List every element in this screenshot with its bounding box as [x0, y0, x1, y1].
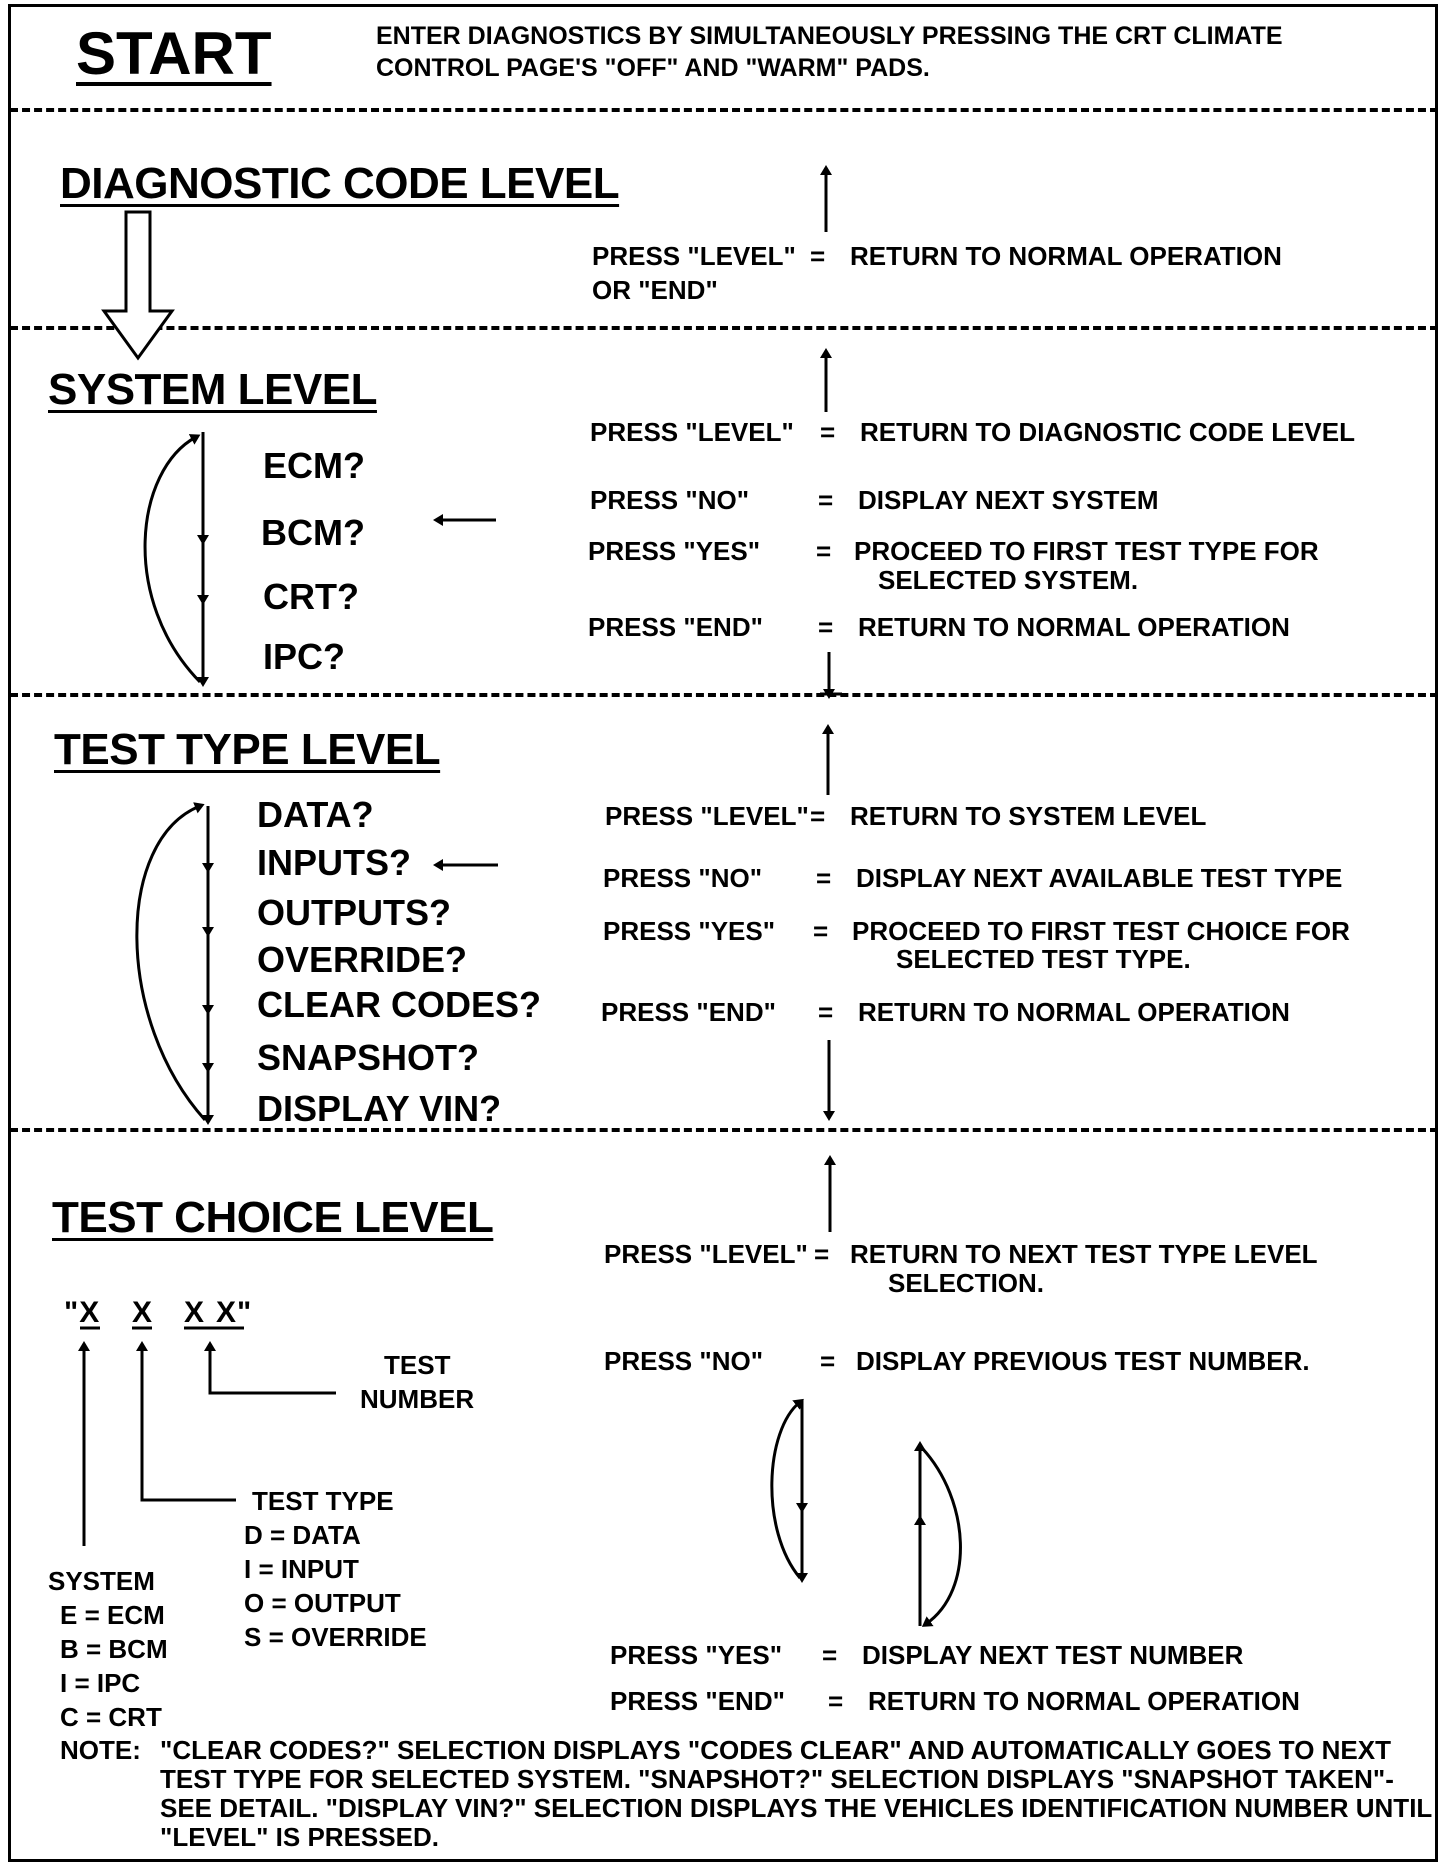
code-char-test-number-1: X — [184, 1296, 206, 1329]
test-type-item-data: DATA? — [257, 794, 374, 835]
action-press: PRESS "NO" — [590, 485, 750, 515]
test-number-label-line1: TEST — [384, 1350, 451, 1380]
action-equals: = — [813, 916, 829, 946]
code-char-test-number-2: X" — [216, 1296, 253, 1329]
system-legend-entry: I = IPC — [60, 1668, 141, 1698]
action-equals: = — [822, 1640, 838, 1670]
system-item-ipc: IPC? — [263, 636, 346, 677]
test-type-item-override: OVERRIDE? — [257, 939, 468, 980]
action-result: DISPLAY PREVIOUS TEST NUMBER. — [856, 1346, 1310, 1376]
test-type-level-title: TEST TYPE LEVEL — [54, 725, 441, 774]
action-press: PRESS "YES" — [610, 1640, 783, 1670]
action-press: PRESS "END" — [601, 997, 776, 1027]
test-choice-level-title: TEST CHOICE LEVEL — [52, 1193, 494, 1242]
action-result: RETURN TO DIAGNOSTIC CODE LEVEL — [860, 417, 1355, 447]
hollow-down-arrow-icon — [104, 212, 172, 358]
previous-test-curve — [772, 1402, 800, 1578]
test-type-legend-entry: I = INPUT — [244, 1554, 359, 1584]
diagnostic-code-level-title: DIAGNOSTIC CODE LEVEL — [60, 159, 620, 208]
action-equals: = — [810, 241, 826, 271]
code-char-test-type: X — [132, 1296, 154, 1329]
action-result: RETURN TO NORMAL OPERATION — [858, 997, 1290, 1027]
action-equals: = — [814, 1239, 830, 1269]
action-press: PRESS "END" — [588, 612, 763, 642]
test-type-legend-entry: S = OVERRIDE — [244, 1622, 427, 1652]
cycle-return-curve — [137, 806, 205, 1120]
test-type-item-outputs: OUTPUTS? — [257, 892, 451, 933]
action-press: PRESS "LEVEL" — [604, 1239, 808, 1269]
action-result: RETURN TO NORMAL OPERATION — [858, 612, 1290, 642]
test-number-label-line2: NUMBER — [360, 1384, 475, 1414]
action-result: PROCEED TO FIRST TEST CHOICE FOR — [852, 916, 1350, 946]
action-press: PRESS "LEVEL" — [605, 801, 809, 831]
next-test-curve — [922, 1448, 960, 1624]
action-result-continued: SELECTED SYSTEM. — [878, 565, 1139, 595]
note-label: NOTE: — [60, 1735, 141, 1765]
action-press: PRESS "LEVEL" — [590, 417, 794, 447]
code-char-system: "X — [64, 1296, 101, 1329]
action-press: PRESS "LEVEL" — [592, 241, 796, 271]
system-item-ecm: ECM? — [263, 445, 365, 486]
test-type-item-inputs: INPUTS? — [257, 842, 412, 883]
action-press: PRESS "NO" — [604, 1346, 764, 1376]
system-level-title: SYSTEM LEVEL — [48, 365, 377, 414]
action-result-continued: SELECTION. — [888, 1268, 1045, 1298]
system-legend-title: SYSTEM — [48, 1566, 155, 1596]
action-result: DISPLAY NEXT AVAILABLE TEST TYPE — [856, 863, 1343, 893]
action-press-alt: OR "END" — [592, 275, 718, 305]
action-result: RETURN TO SYSTEM LEVEL — [850, 801, 1207, 831]
start-title: START — [76, 20, 272, 87]
action-equals: = — [816, 863, 832, 893]
test-type-legend-title: TEST TYPE — [252, 1486, 394, 1516]
action-result: RETURN TO NORMAL OPERATION — [868, 1686, 1300, 1716]
action-equals: = — [828, 1686, 844, 1716]
test-type-legend-entry: D = DATA — [244, 1520, 361, 1550]
action-equals: = — [818, 485, 834, 515]
action-result: DISPLAY NEXT TEST NUMBER — [862, 1640, 1244, 1670]
action-press: PRESS "END" — [610, 1686, 785, 1716]
action-press: PRESS "YES" — [603, 916, 776, 946]
action-result: RETURN TO NORMAL OPERATION — [850, 241, 1282, 271]
system-item-crt: CRT? — [263, 576, 359, 617]
action-press: PRESS "NO" — [603, 863, 763, 893]
start-instruction: ENTER DIAGNOSTICS BY SIMULTANEOUSLY PRESSING THE CRT CLIMATE CONTROL PAGE'S "OFF" AND "WARM" PADS. — [376, 22, 1283, 82]
action-result-continued: SELECTED TEST TYPE. — [896, 944, 1191, 974]
action-equals: = — [818, 997, 834, 1027]
test-type-item-clear-codes: CLEAR CODES? — [257, 984, 542, 1025]
action-result: PROCEED TO FIRST TEST TYPE FOR — [854, 536, 1319, 566]
action-equals: = — [818, 612, 834, 642]
system-legend-entry: C = CRT — [60, 1702, 162, 1732]
test-type-item-display-vin: DISPLAY VIN? — [257, 1088, 502, 1129]
action-equals: = — [820, 1346, 836, 1376]
action-equals: = — [816, 536, 832, 566]
system-item-bcm: BCM? — [261, 512, 365, 553]
action-result: RETURN TO NEXT TEST TYPE LEVEL — [850, 1239, 1318, 1269]
note-text: "CLEAR CODES?" SELECTION DISPLAYS "CODES CLEAR" AND AUTOMATICALLY GOES TO NEXT TEST TYPE FOR SELECTED SYSTEM. "SNAPSHOT?" SELECTION DISPLAYS "SNAPSHOT TAKEN"- SEE DETAIL. "DISPLAY VIN?" SELECTION DISPLAYS THE VEHICLES IDENTIFICATION NUMBER UNTIL "LEVEL" IS PRESSED. — [160, 1735, 1432, 1852]
action-equals: = — [810, 801, 826, 831]
action-press: PRESS "YES" — [588, 536, 761, 566]
test-type-legend-entry: O = OUTPUT — [244, 1588, 401, 1618]
system-legend-entry: B = BCM — [60, 1634, 168, 1664]
cycle-return-curve — [145, 437, 200, 682]
action-equals: = — [820, 417, 836, 447]
test-type-item-snapshot: SNAPSHOT? — [257, 1037, 480, 1078]
system-legend-entry: E = ECM — [60, 1600, 165, 1630]
action-result: DISPLAY NEXT SYSTEM — [858, 485, 1159, 515]
